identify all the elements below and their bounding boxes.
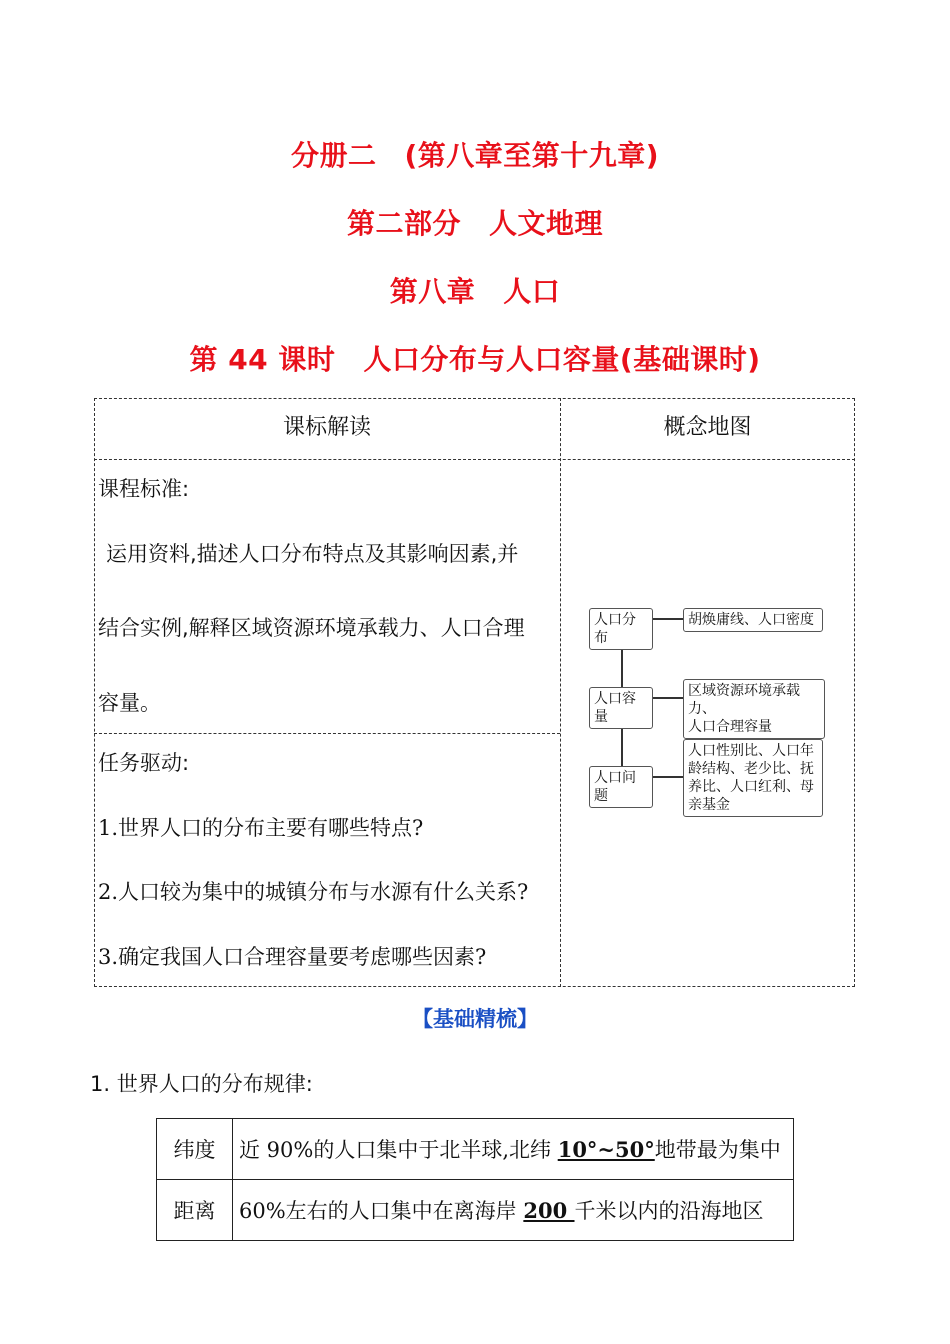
volume-label: 分册二 bbox=[290, 139, 377, 172]
table-row bbox=[157, 1180, 794, 1241]
answer-fill: 10°~50° bbox=[557, 1137, 655, 1162]
task-divider bbox=[94, 733, 560, 734]
standard-line-3: 容量。 bbox=[98, 691, 161, 715]
row-value bbox=[233, 1119, 794, 1180]
standard-line-1: 运用资料,描述人口分布特点及其影响因素,并 bbox=[106, 542, 519, 566]
map-detail-line: 区域资源环境承载力、 bbox=[688, 683, 800, 717]
task-3: 3.确定我国人口合理容量要考虑哪些因素? bbox=[98, 945, 487, 969]
row-text: 地带最为集中 bbox=[654, 1138, 781, 1162]
distribution-table bbox=[156, 1118, 794, 1241]
row-text: 千米以内的沿海地区 bbox=[574, 1199, 764, 1223]
section-title: 【基础精梳】 bbox=[412, 1007, 538, 1031]
task-label: 任务驱动: bbox=[98, 751, 190, 775]
answer-fill: 200 bbox=[523, 1198, 575, 1223]
standard-label: 课程标准: bbox=[98, 477, 190, 501]
map-detail-line: 龄结构、老少比、抚 bbox=[688, 761, 814, 777]
map-detail-line: 人口性别比、人口年 bbox=[688, 743, 814, 759]
map-detail-line: 胡焕庸线、人口密度 bbox=[688, 612, 814, 628]
map-detail-line: 亲基金 bbox=[688, 797, 730, 813]
task-1: 1.世界人口的分布主要有哪些特点? bbox=[98, 816, 424, 840]
part-label: 第二部分 bbox=[346, 207, 461, 240]
chapter-label: 第八章 bbox=[389, 275, 476, 308]
row-value bbox=[233, 1180, 794, 1241]
header-standards: 课标解读 bbox=[282, 415, 371, 440]
row-key: 距离 bbox=[157, 1180, 233, 1241]
row-key: 纬度 bbox=[157, 1119, 233, 1180]
map-detail-capacity bbox=[683, 679, 825, 739]
map-detail-problems bbox=[683, 739, 823, 817]
header-divider bbox=[94, 459, 855, 460]
chapter-name: 人口 bbox=[503, 275, 561, 308]
row-text: 60%左右的人口集中在离海岸 bbox=[239, 1199, 524, 1223]
row-text: 近 90%的人口集中于北半球,北纬 bbox=[239, 1138, 558, 1162]
map-node-problems: 人口问题 bbox=[589, 766, 653, 808]
map-connector-1 bbox=[652, 618, 683, 620]
table-row bbox=[157, 1119, 794, 1180]
volume-title bbox=[0, 134, 950, 174]
map-node-distribution: 人口分布 bbox=[589, 608, 653, 650]
map-connector-2 bbox=[652, 697, 683, 699]
map-connector-3 bbox=[652, 776, 683, 778]
lesson-name: 人口分布与人口容量(基础课时) bbox=[363, 343, 761, 376]
standard-line-2: 结合实例,解释区域资源环境承载力、人口合理 bbox=[98, 616, 525, 640]
column-divider bbox=[560, 398, 561, 987]
header-concept-map: 概念地图 bbox=[663, 415, 752, 440]
chapter-title bbox=[0, 270, 950, 310]
lesson-label: 第 44 课时 bbox=[189, 343, 336, 376]
question-1: 1. 世界人口的分布规律: bbox=[90, 1072, 313, 1096]
map-node-capacity: 人口容量 bbox=[589, 687, 653, 729]
part-name: 人文地理 bbox=[489, 207, 604, 240]
volume-range: (第八章至第十九章) bbox=[404, 139, 660, 172]
map-detail-distribution bbox=[683, 608, 823, 632]
map-detail-line: 人口合理容量 bbox=[688, 719, 772, 735]
lesson-title bbox=[0, 338, 950, 378]
part-title bbox=[0, 202, 950, 242]
map-detail-line: 养比、人口红利、母 bbox=[688, 779, 814, 795]
task-2: 2.人口较为集中的城镇分布与水源有什么关系? bbox=[98, 880, 529, 904]
